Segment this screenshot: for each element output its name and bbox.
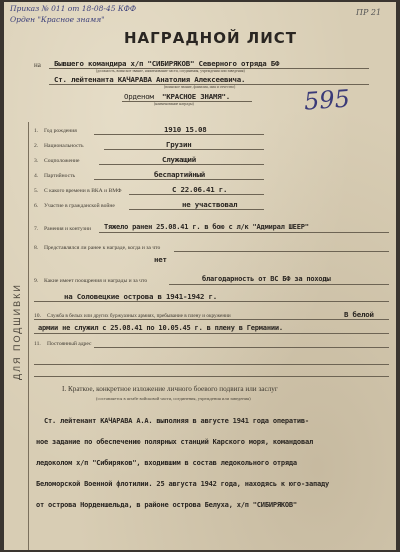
blank-rule xyxy=(34,364,389,365)
field-2-value: Грузин xyxy=(166,140,192,149)
section-heading: I. Краткое, конкретное изложение личного боевого подвига или заслуг xyxy=(62,385,278,393)
blank-rule xyxy=(34,376,389,377)
field-10-value: В белой xyxy=(344,310,374,319)
on-label: на xyxy=(34,61,41,69)
margin-label: ДЛЯ ПОДШИВКИ xyxy=(12,283,22,380)
field-10-value-cont: армии не служил с 25.08.41 по 10.05.45 г. в плену в Германии. xyxy=(38,324,283,332)
name-caption: (воинское звание, фамилия, имя и отчество) xyxy=(164,85,236,89)
name-value: Ст. лейтенанта КАЧАРАВА Анатолия Алексеевича. xyxy=(54,75,246,84)
narrative-line: ледоколом х/п "Сибиряков", входившим в состав ледокольного отряда xyxy=(36,459,297,467)
handwritten-order-award: Орден "Красное знамя" xyxy=(10,15,105,24)
award-prefix: Орденом xyxy=(124,92,154,101)
narrative-line: ное задание по обеспечению полярных станций Карского моря, командовал xyxy=(36,438,313,446)
field-9-value-cont: на Соловецкие острова в 1941-1942 г. xyxy=(64,292,217,301)
field-7-value: Тяжело ранен 25.08.41 г. в бою с л/к "Адмирал ШЕЕР" xyxy=(104,223,309,231)
unit-value: Бывшего командира х/п "СИБИРЯКОВ" Северного отряда БФ xyxy=(54,59,280,68)
award-sheet: Приказ № 011 от 18-08-45 КФФ Орден "Красное знамя" ПР 21 НАГРАДНОЙ ЛИСТ на Бывшего командира х/п "СИБИРЯКОВ" Северного отряда БФ (должность, воинское звание, наименование части, соединения, учреждения или заведения) Ст. лейтенанта КАЧАРАВА Анатолия Алексеевича. (воинское звание, фамилия, имя и отчество) Орденом "КРАСНОЕ ЗНАМЯ". (наименование награды) 595 ДЛЯ ПОДШИВКИ 1. Год рождения 1910 15.08 2. Национальность Грузин 3. Соцположение Служащий 4. Партийность беспартийный 5. С какого времени в ВКА и ВМФ С 22.06.41 г. 6. Участие в гражданской войне не участвовал 7. Ранения и контузии Тяжело ранен 25.08.41 г. в бою с л/к "Адмирал ШЕЕР" 8. Представлялся ли ранее к награде, когда и за что нет 9. Какие имеет поощрения и награды и за что благодарность от ВС БФ за походы на Соловецкие острова в 1941-1942 г. 10. Служба в белых или других буржуазных армиях, пребывание в плену и окружении В белой армии не служил с 25.08.41 по 10.05.45 г. в плену в Германии. 11. Постоянный адрес I. Краткое, конкретное изложение личного боевого подвига или заслуг (составляется в штабе войсковой части, соединения, учреждения или заведения) Ст. лейтенант КАЧАРАВА А.А. выполняя в августе 1941 года оператив- ное задание по обеспечению полярных станций Карского моря, командовал ледоколом х/п "Сибиряков", входившим в состав ледокольного отряда Беломорской Военной флотилии. 25 августа 1942 года, находясь к юго-западу от острова Норденшельда, в районе острова Белуха, х/п "СИБИРЯКОВ" xyxy=(4,2,396,550)
narrative-line: Беломорской Военной флотилии. 25 августа 1942 года, находясь к юго-западу xyxy=(36,480,330,488)
field-6-value: не участвовал xyxy=(182,200,238,209)
field-4-value: беспартийный xyxy=(154,170,205,179)
section-subheading: (составляется в штабе войсковой части, соединения, учреждения или заведения) xyxy=(96,396,251,401)
handwritten-order-number: Приказ № 011 от 18-08-45 КФФ xyxy=(10,4,137,13)
field-8-value: нет xyxy=(154,255,167,264)
field-5-value: С 22.06.41 г. xyxy=(172,185,228,194)
field-3-value: Служащий xyxy=(162,155,196,164)
award-caption: (наименование награды) xyxy=(154,102,194,106)
narrative-line: от острова Норденшельда, в районе острова Белуха, х/п "СИБИРЯКОВ" xyxy=(36,501,297,509)
narrative-line: Ст. лейтенант КАЧАРАВА А.А. выполняя в августе 1941 года оператив- xyxy=(44,417,309,425)
field-1-value: 1910 15.08 xyxy=(164,125,207,134)
field-9-value: благодарность от ВС БФ за походы xyxy=(202,275,331,283)
unit-caption: (должность, воинское звание, наименование части, соединения, учреждения или заведения) xyxy=(96,69,245,73)
corner-number: ПР 21 xyxy=(356,8,382,17)
page-title: НАГРАДНОЙ ЛИСТ xyxy=(124,29,298,47)
award-value: "КРАСНОЕ ЗНАМЯ". xyxy=(162,92,230,101)
margin-line xyxy=(28,122,29,550)
stamp-number: 595 xyxy=(303,84,351,116)
